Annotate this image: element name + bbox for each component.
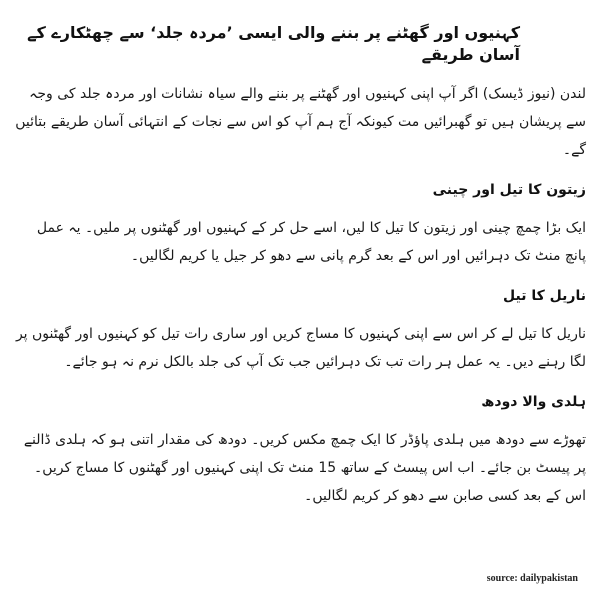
article-intro: لندن (نیوز ڈیسک) اگر آپ اپنی کہنیوں اور گھٹنے پر بننے والے سیاہ نشانات اور مردہ جلد کی وجہ سے پریشان ہیں تو گھبرائیں مت کیونکہ آج ہم آپ کو اس سے نجات کے انتہائی آسان طریقے بتائیں گے۔	[15, 86, 586, 158]
section-heading-turmeric-milk: ہلدی والا دودھ	[481, 394, 586, 410]
section-body-olive-oil: ایک بڑا چمچ چینی اور زیتون کا تیل کا لیں، اسے حل کر کے کہنیوں اور گھٹنوں پر ملیں۔ یہ عمل پانچ منٹ تک دہرائیں اور اس کے بعد گرم پانی سے دھو کر جیل یا کریم لگالیں۔	[36, 220, 586, 264]
article	[14, 22, 586, 592]
section-heading-coconut-oil: ناریل کا تیل	[503, 288, 586, 304]
article-title: کہنیوں اور گھٹنے پر بننے والی ایسی ’مردہ جلد‘ سے چھٹکارے کے آسان طریقے	[27, 23, 520, 64]
section-body-turmeric-milk: تھوڑے سے دودھ میں ہلدی پاؤڈر کا ایک چمچ مکس کریں۔ دودھ کی مقدار اتنی ہو کہ ہلدی ڈالنے پر پیسٹ بن جائے۔ اب اس پیسٹ کے ساتھ 15 منٹ تک اپنی کہنیوں اور گھٹنوں کا مساج کریں۔ اس کے بعد کسی صابن سے دھو کر کریم لگالیں۔	[23, 432, 586, 504]
section-heading-olive-oil: زیتون کا تیل اور چینی	[432, 182, 586, 198]
section-body-coconut-oil: ناریل کا تیل لے کر اس سے اپنی کہنیوں کا مساج کریں اور ساری رات تیل کو کہنیوں اور گھٹنوں پر لگا رہنے دیں۔ یہ عمل ہر رات تب تک دہرائیں جب تک آپ کی جلد بالکل نرم نہ ہو جائے۔	[15, 326, 586, 370]
source-credit: source: dailypakistan	[486, 573, 578, 584]
